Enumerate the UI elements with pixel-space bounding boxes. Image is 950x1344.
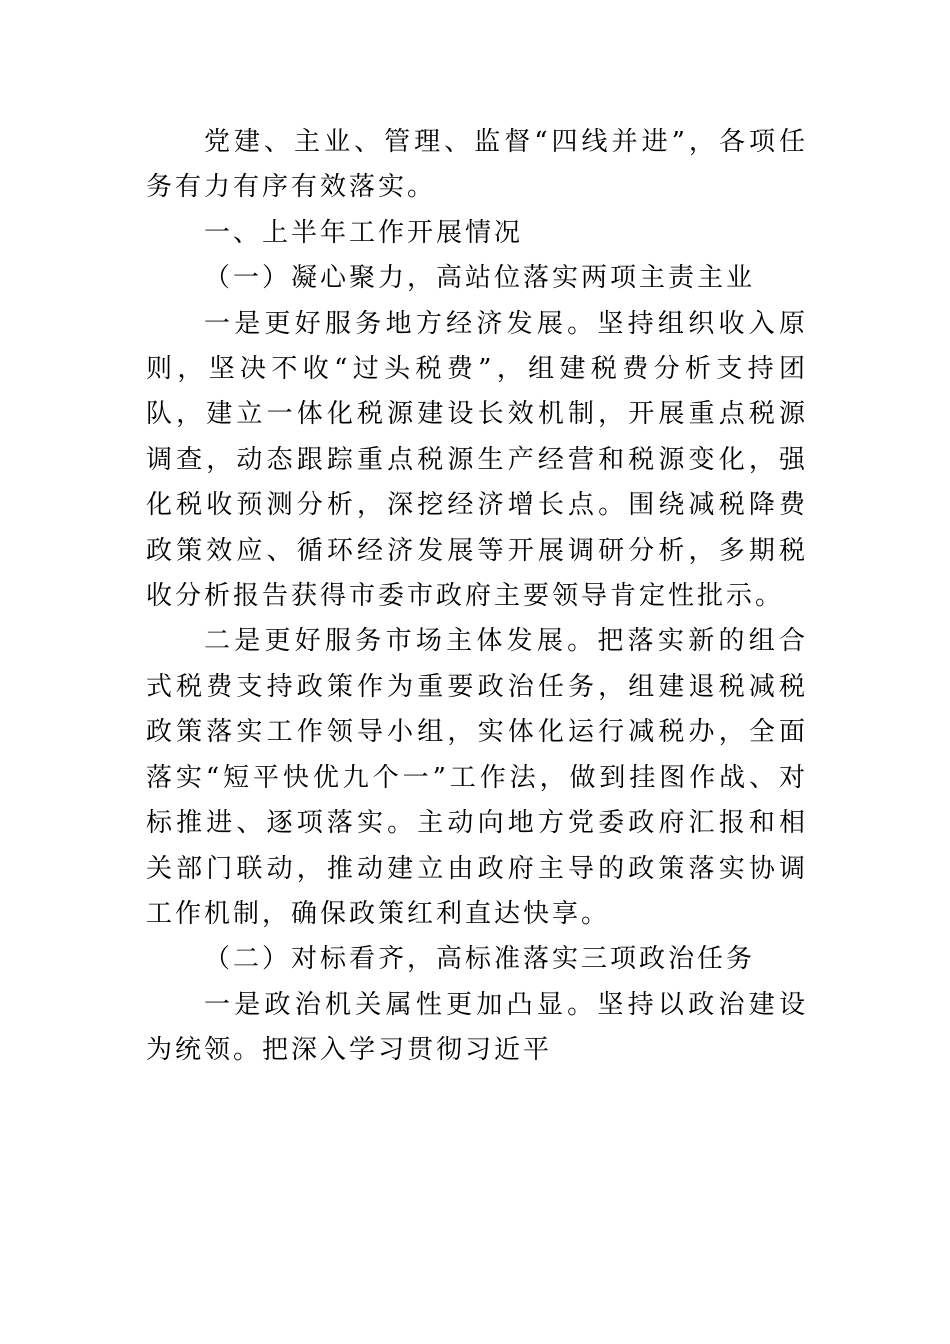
paragraph-local-economy: 一是更好服务地方经济发展。坚持组织收入原则，坚决不收“过头税费”，组建税费分析支持团队，建立一体化税源建设长效机制，开展重点税源调查，动态跟踪重点税源生产经营和税源变化，强化税收预测分析，深挖经济增长点。围绕减税降费政策效应、循环经济发展等开展调研分析，多期税收分析报告获得市委市政府主要领导肯定性批示。 bbox=[146, 308, 808, 612]
section-heading-1: 一、上半年工作开展情况 bbox=[204, 217, 524, 248]
subsection-heading-1: （一）凝心聚力，高站位落实两项主责主业 bbox=[204, 263, 756, 294]
subsection-heading-2: （二）对标看齐，高标准落实三项政治任务 bbox=[204, 944, 756, 975]
document-body bbox=[146, 120, 808, 1074]
paragraph-political-organ: 一是政治机关属性更加凸显。坚持以政治建设为统领。把深入学习贯彻习近平 bbox=[146, 989, 808, 1066]
paragraph-market-entities: 二是更好服务市场主体发展。把落实新的组合式税费支持政策作为重要政治任务，组建退税减税政策落实工作领导小组，实体化运行减税办，全面落实“短平快优九个一”工作法，做到挂图作战、对标推进、逐项落实。主动向地方党委政府汇报和相关部门联动，推动建立由政府主导的政策落实协调工作机制，确保政策红利直达快享。 bbox=[146, 626, 808, 929]
paragraph-intro-continuation: 党建、主业、管理、监督“四线并进”，各项任务有力有序有效落实。 bbox=[146, 127, 808, 203]
